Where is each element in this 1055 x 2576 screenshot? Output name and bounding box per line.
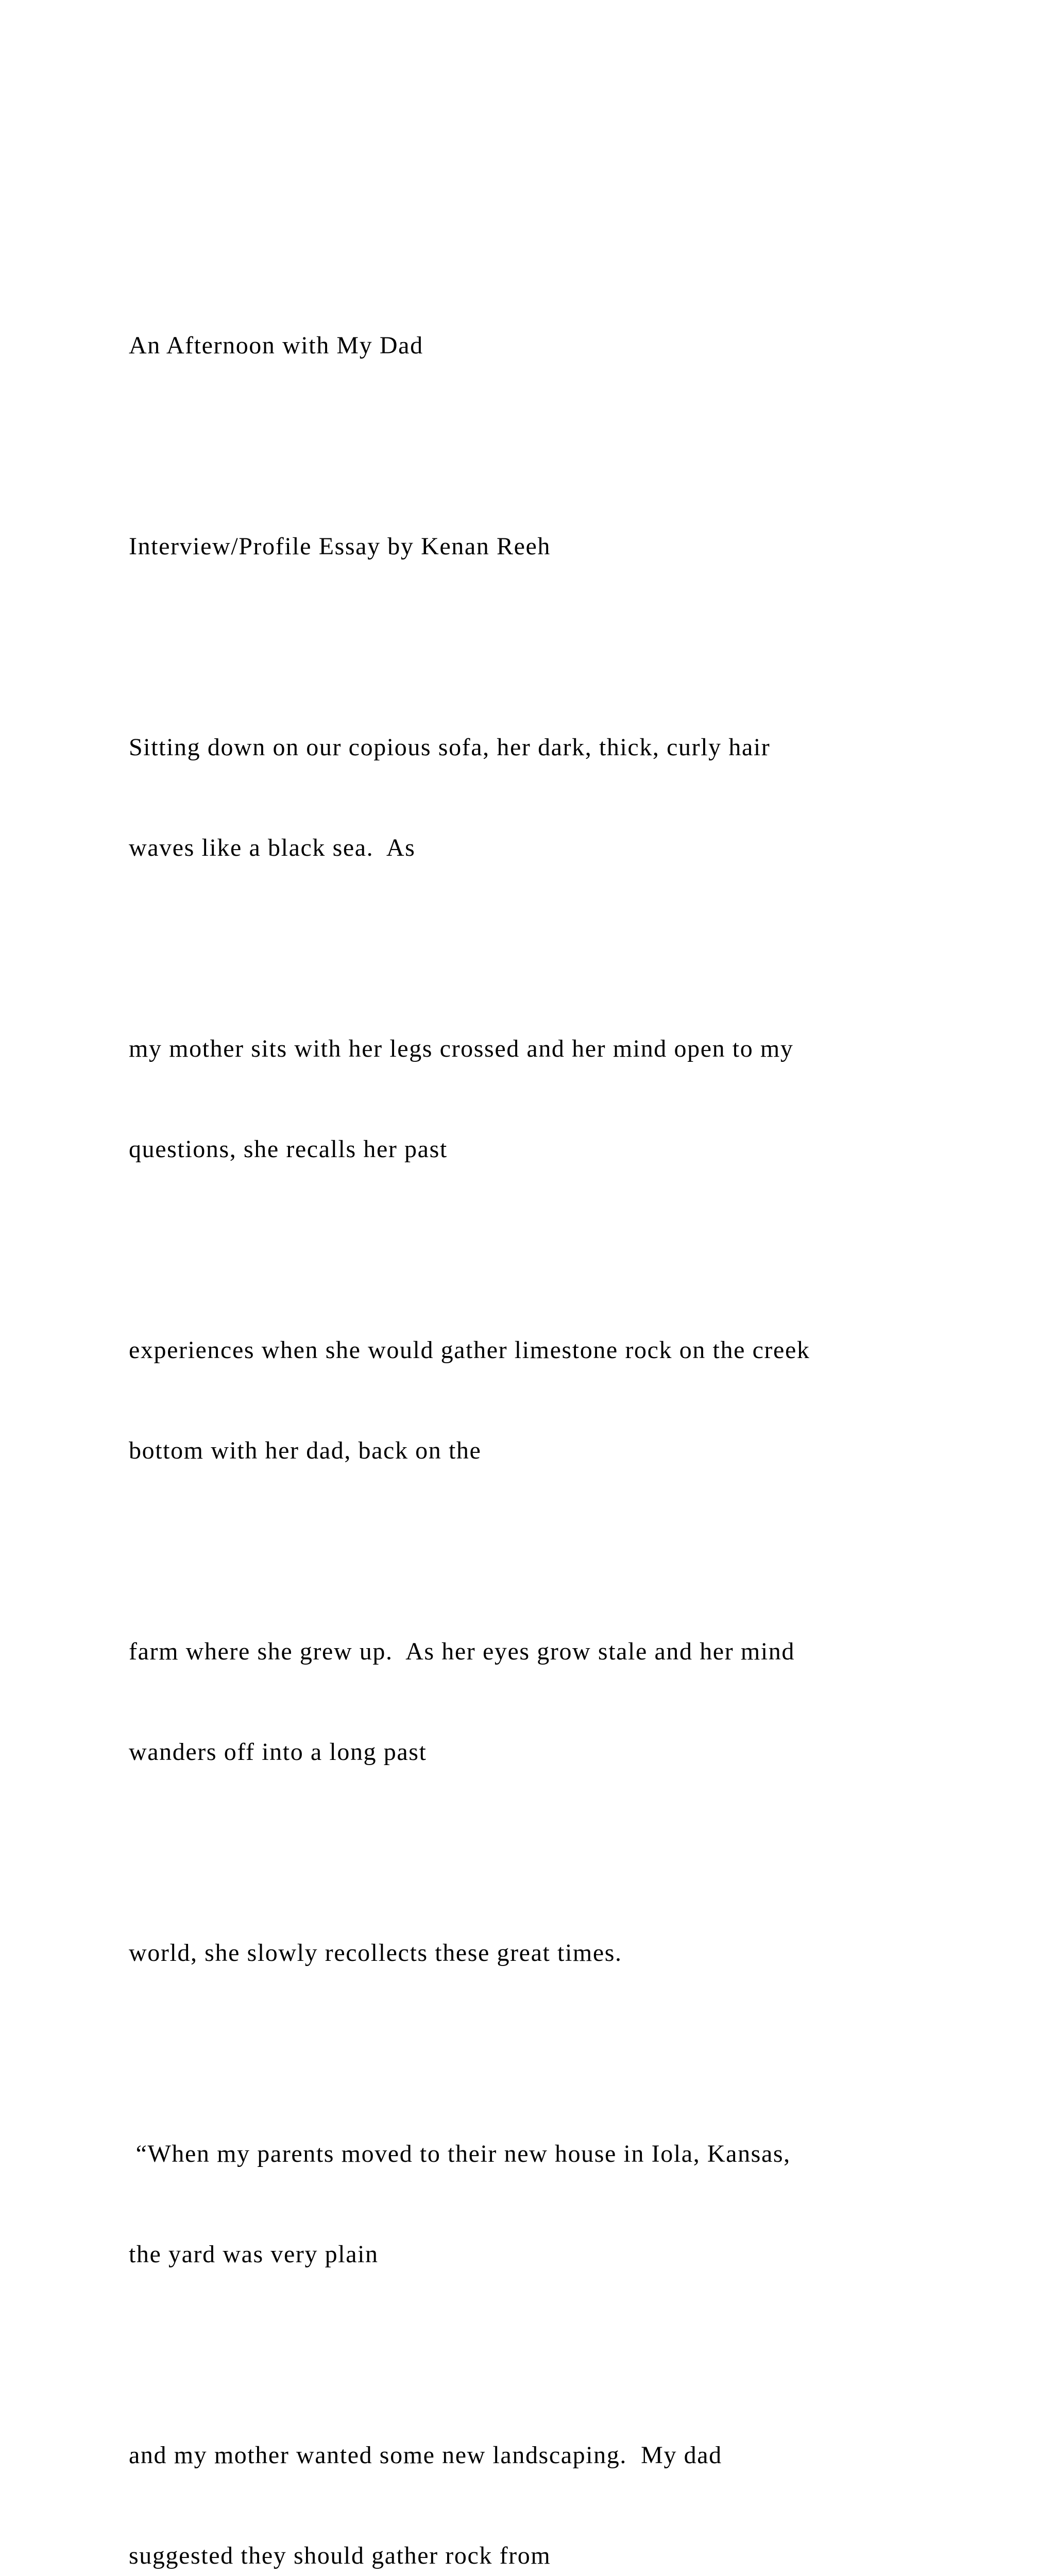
title-line: An Afternoon with My Dad xyxy=(129,332,423,359)
paragraph-line: the yard was very plain xyxy=(129,2241,379,2268)
paragraph-line: wanders off into a long past xyxy=(129,1738,427,1766)
paragraph-line: suggested they should gather rock from xyxy=(129,2542,551,2569)
paragraph-line: farm where she grew up. As her eyes grow stale and her mind xyxy=(129,1638,795,1665)
paragraph-line: Sitting down on our copious sofa, her dark, thick, curly hair xyxy=(129,734,771,761)
paragraph-line: experiences when she would gather limestone rock on the creek xyxy=(129,1336,810,1364)
byline-line: Interview/Profile Essay by Kenan Reeh xyxy=(129,533,551,560)
paragraph-1 xyxy=(129,664,1005,931)
paragraph-line: my mother sits with her legs crossed and her mind open to my xyxy=(129,1035,794,1062)
paragraph-6 xyxy=(129,2070,1005,2338)
paragraph-line: waves like a black sea. As xyxy=(129,834,416,861)
paragraph-4 xyxy=(129,1568,1005,1836)
paragraph-line: “When my parents moved to their new house in Iola, Kansas, xyxy=(129,2140,791,2167)
paragraph-line: world, she slowly recollects these great times. xyxy=(129,1939,622,1967)
paragraph-2 xyxy=(129,965,1005,1233)
paragraph-7 xyxy=(129,2371,1005,2576)
document-title xyxy=(129,262,1005,429)
document-byline xyxy=(129,463,1005,630)
paragraph-5 xyxy=(129,1869,1005,2037)
paragraph-line: bottom with her dad, back on the xyxy=(129,1437,482,1464)
document-body xyxy=(129,262,1005,2576)
paragraph-line: questions, she recalls her past xyxy=(129,1136,448,1163)
paragraph-line: and my mother wanted some new landscaping. My dad xyxy=(129,2442,722,2469)
paragraph-3 xyxy=(129,1266,1005,1534)
